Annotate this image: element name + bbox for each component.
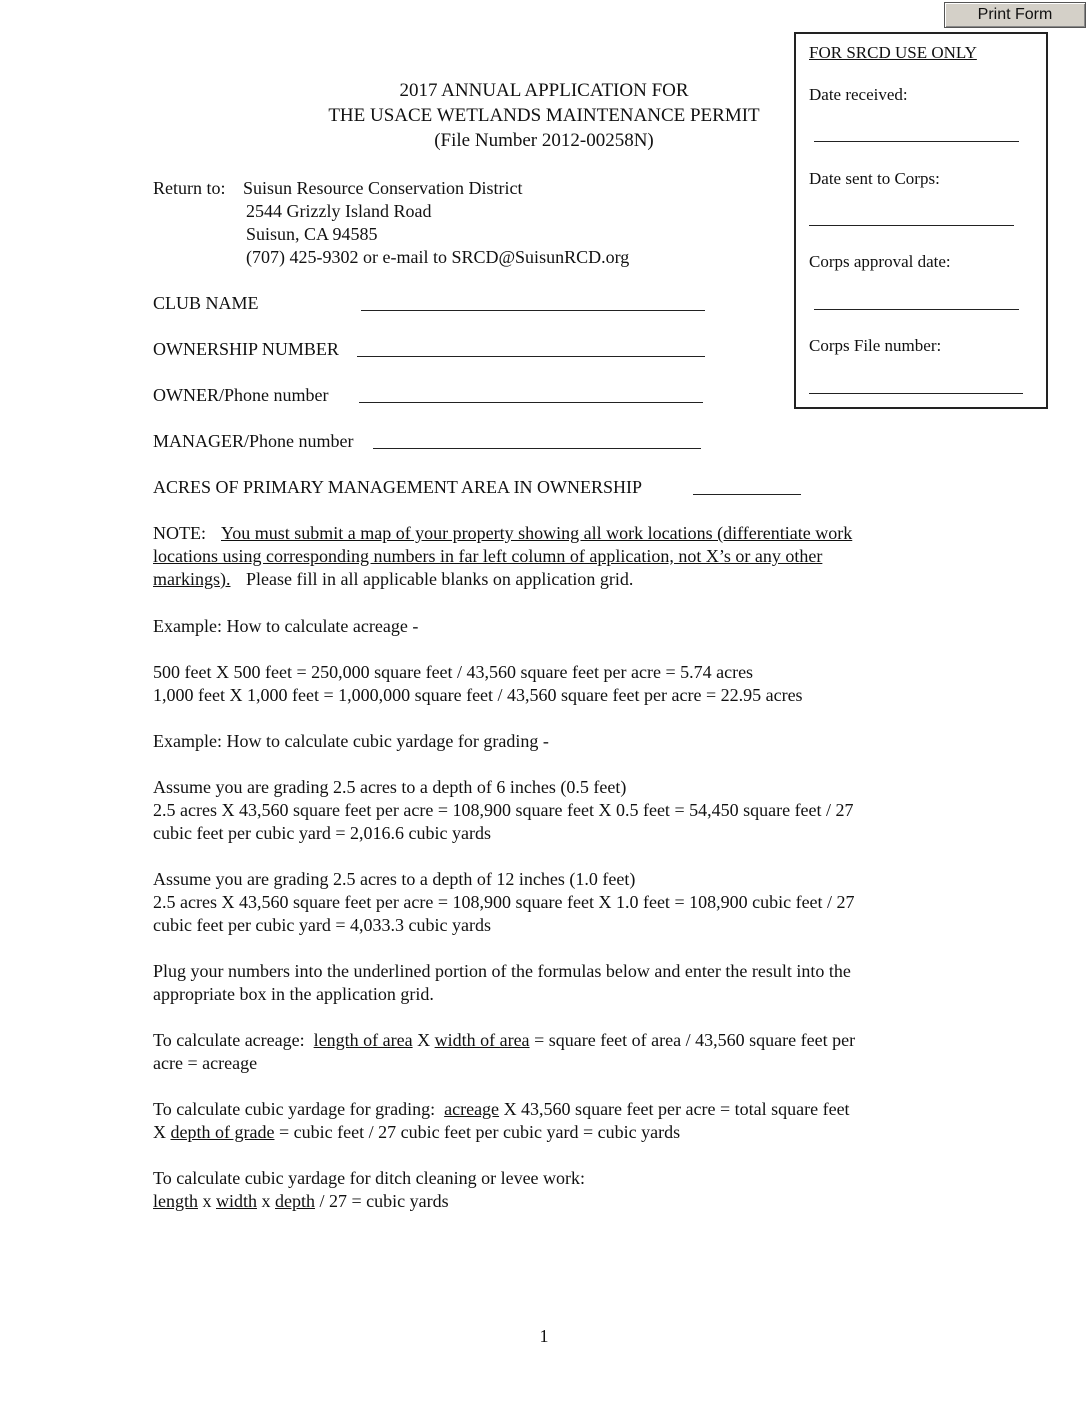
note-underlined-1: You must submit a map of your property showing all work locations (differentiate work bbox=[221, 523, 853, 543]
title-line-3: (File Number 2012-00258N) bbox=[434, 130, 654, 151]
plug-line-1: Plug your numbers into the underlined portion of the formulas below and enter the result into the bbox=[153, 961, 851, 981]
formula-ditch-length: length bbox=[153, 1191, 198, 1211]
grading-example-a-line-1: Assume you are grading 2.5 acres to a depth of 6 inches (0.5 feet) bbox=[153, 777, 627, 797]
grading-example-a-line-3: cubic feet per cubic yard = 2,016.6 cubic yards bbox=[153, 823, 492, 843]
return-city: Suisun, CA 94585 bbox=[246, 224, 378, 244]
acres-field[interactable] bbox=[693, 494, 801, 495]
formula-grading-acreage: acreage bbox=[444, 1099, 500, 1119]
formula-grading-prefix: To calculate cubic yardage for grading: bbox=[153, 1099, 436, 1119]
formula-acreage-line-1 bbox=[153, 1029, 855, 1052]
formula-ditch-rest: / 27 = cubic yards bbox=[319, 1191, 449, 1211]
approval-date-line[interactable] bbox=[814, 309, 1019, 310]
approval-date-label: Corps approval date: bbox=[809, 252, 951, 271]
note-tail: Please fill in all applicable blanks on application grid. bbox=[246, 569, 634, 589]
formula-grading-rest-1: X 43,560 square feet per acre = total square feet bbox=[503, 1099, 850, 1119]
grading-example-heading: Example: How to calculate cubic yardage for grading - bbox=[153, 731, 549, 751]
acreage-example-heading: Example: How to calculate acreage - bbox=[153, 616, 419, 636]
return-org: Suisun Resource Conservation District bbox=[243, 178, 523, 198]
owner-phone-label: OWNER/Phone number bbox=[153, 385, 329, 405]
formula-grading-line-2 bbox=[153, 1121, 680, 1144]
srcd-use-only-box bbox=[794, 32, 1048, 409]
formula-ditch-line-2 bbox=[153, 1190, 449, 1213]
acres-label: ACRES OF PRIMARY MANAGEMENT AREA IN OWNERSHIP bbox=[153, 477, 643, 497]
manager-phone-label: MANAGER/Phone number bbox=[153, 431, 354, 451]
file-number-label: Corps File number: bbox=[809, 336, 942, 355]
formula-ditch-width: width bbox=[216, 1191, 258, 1211]
return-street: 2544 Grizzly Island Road bbox=[246, 201, 432, 221]
owner-phone-field[interactable] bbox=[359, 402, 703, 403]
return-contact: (707) 425-9302 or e-mail to SRCD@SuisunRCD.org bbox=[246, 247, 630, 267]
plug-line-2: appropriate box in the application grid. bbox=[153, 984, 434, 1004]
formula-grading-rest-2: = cubic feet / 27 cubic feet per cubic yard = cubic yards bbox=[278, 1122, 681, 1142]
formula-acreage-width: width of area bbox=[434, 1030, 530, 1050]
acreage-example-line-2: 1,000 feet X 1,000 feet = 1,000,000 square feet / 43,560 square feet per acre = 22.95 acres bbox=[153, 685, 803, 705]
file-number-line[interactable] bbox=[809, 393, 1023, 394]
grading-example-b-line-3: cubic feet per cubic yard = 4,033.3 cubic yards bbox=[153, 915, 492, 935]
page-number: 1 bbox=[539, 1326, 549, 1346]
title-line-1: 2017 ANNUAL APPLICATION FOR bbox=[399, 80, 689, 101]
date-sent-label: Date sent to Corps: bbox=[809, 169, 940, 188]
ownership-number-label: OWNERSHIP NUMBER bbox=[153, 339, 339, 359]
formula-grading-depth: depth of grade bbox=[170, 1122, 275, 1142]
formula-grading-line-1 bbox=[153, 1098, 850, 1121]
formula-ditch-depth: depth bbox=[275, 1191, 316, 1211]
note-underlined-2: locations using corresponding numbers in far left column of application, not X’s or any other bbox=[153, 546, 823, 566]
manager-phone-field[interactable] bbox=[373, 448, 701, 449]
club-name-label: CLUB NAME bbox=[153, 293, 259, 313]
formula-acreage-prefix: To calculate acreage: bbox=[153, 1030, 305, 1050]
grading-example-b-line-2: 2.5 acres X 43,560 square feet per acre = 108,900 square feet X 1.0 feet = 108,900 cubic feet / 27 bbox=[153, 892, 855, 912]
print-form-button[interactable]: Print Form bbox=[944, 2, 1086, 28]
formula-ditch-x1: x bbox=[202, 1191, 212, 1211]
date-sent-line[interactable] bbox=[809, 225, 1014, 226]
ownership-number-field[interactable] bbox=[357, 356, 705, 357]
formula-acreage-length: length of area bbox=[313, 1030, 413, 1050]
formula-ditch-line-1: To calculate cubic yardage for ditch cleaning or levee work: bbox=[153, 1168, 586, 1188]
grading-example-b-line-1: Assume you are grading 2.5 acres to a depth of 12 inches (1.0 feet) bbox=[153, 869, 636, 889]
formula-ditch-x2: x bbox=[261, 1191, 271, 1211]
club-name-field[interactable] bbox=[361, 310, 705, 311]
acreage-example-line-1: 500 feet X 500 feet = 250,000 square feet / 43,560 square feet per acre = 5.74 acres bbox=[153, 662, 754, 682]
title-line-2: THE USACE WETLANDS MAINTENANCE PERMIT bbox=[328, 105, 760, 126]
return-to-label: Return to: bbox=[153, 178, 226, 198]
formula-acreage-line-2: acre = acreage bbox=[153, 1053, 258, 1073]
formula-acreage-x: X bbox=[417, 1030, 431, 1050]
grading-example-a-line-2: 2.5 acres X 43,560 square feet per acre = 108,900 square feet X 0.5 feet = 54,450 square feet / 27 bbox=[153, 800, 854, 820]
date-received-line[interactable] bbox=[814, 141, 1019, 142]
note-underlined-3: markings). bbox=[153, 569, 231, 589]
formula-grading-x: X bbox=[153, 1122, 166, 1142]
note-prefix: NOTE: bbox=[153, 523, 206, 543]
srcd-box-heading: FOR SRCD USE ONLY bbox=[809, 43, 977, 62]
formula-acreage-rest: = square feet of area / 43,560 square feet per bbox=[534, 1030, 856, 1050]
date-received-label: Date received: bbox=[809, 85, 908, 104]
